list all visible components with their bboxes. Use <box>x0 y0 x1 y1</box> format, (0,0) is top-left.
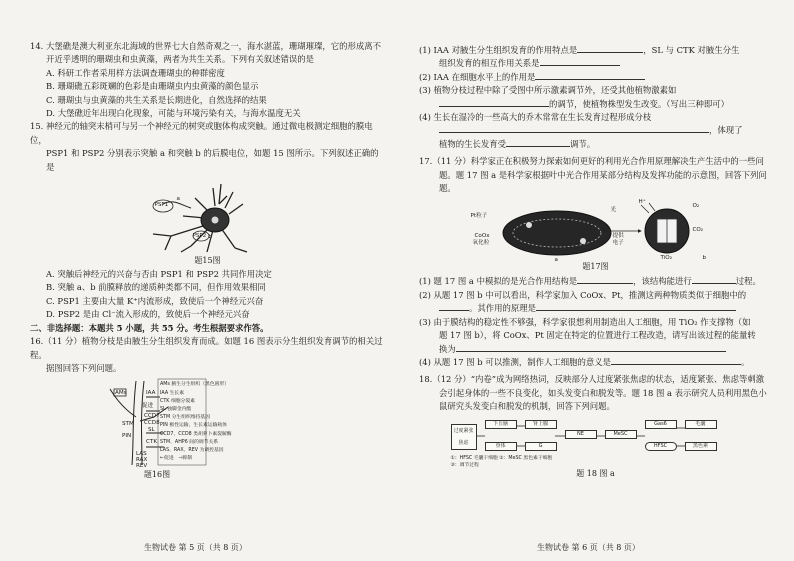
branch-label-ams: AMs <box>115 390 127 397</box>
q16-stem-1: 16.（11 分）植物分枝是由腋生分生组织发育而成。如题 16 图表示分生组织发育调节的相关过程。 <box>30 336 383 360</box>
q17-part1-text-a: (1) 题 17 图 a 中模拟的是光合作用结构是 <box>419 276 578 287</box>
figure-15-caption: 题15图 <box>194 256 221 266</box>
fig17-label-tio2: TiO₂ <box>660 255 672 262</box>
neuron-label-a: a <box>176 196 180 203</box>
branch-label-rax: RAX <box>136 457 148 464</box>
q16-part1-text-b: ，SL 与 CTK 对腋生分生 <box>643 45 740 55</box>
q16-part4-text-b: ，体现了 <box>709 125 743 136</box>
q14-option-a: A. 科研工作者采用样方法调查珊瑚虫的种群密度 <box>46 67 225 78</box>
pathway-box-follicle: 毛囊 <box>685 420 717 429</box>
q16-part2-line <box>419 71 772 84</box>
answer-blank[interactable] <box>439 302 469 311</box>
q18-stem-3: 鼠研究头发变白和脱发的机制，回答下列问题。 <box>439 401 615 412</box>
q18-stem-1: 18.（12 分）“内卷”成为网络热词，反映部分人过度紧张焦虑的状态，适度紧张、焦虑等刺激 <box>419 374 765 385</box>
q16-part2-text: (2) IAA 在细胞水平上的作用是 <box>419 71 536 82</box>
q17-part4-tail: 。 <box>740 356 750 367</box>
right-page <box>397 0 794 561</box>
q17-stem-2: 题。题 17 图 a 是科学家根据叶中光合作用某部分结构及发挥功能的示意图，回答下列问题。 <box>439 169 767 194</box>
q15-option-a: A. 突触后神经元的兴奋与否由 PSP1 和 PSP2 共同作用决定 <box>46 269 272 280</box>
pathway-box-pituitary: 垂体 <box>485 442 517 451</box>
fig17-label-b: b <box>702 255 707 262</box>
fig17-label-coox: CoOx <box>474 233 490 240</box>
legend-line: ←促进 ⊣抑制 <box>160 456 193 462</box>
q15-stem-2: PSP1 和 PSP2 分别表示突触 a 和突触 b 的后膜电位，如题 15 图所示。下列叙述正确的是 <box>46 148 379 172</box>
q15-option-d: D. PSP2 是由 Cl⁻流入形成的，致使后一个神经元兴奋 <box>46 309 250 320</box>
q16-part4-line3 <box>419 138 772 151</box>
branch-label-las: LAS <box>136 451 147 458</box>
figure-18-caption: 题 18 图 a <box>576 468 615 478</box>
answer-blank[interactable] <box>540 57 620 66</box>
q17-part4-text: (4) 从题 17 图 b 可以推测，制作人工细胞的意义是 <box>419 356 611 367</box>
q17-part3-line1: (3) 由于膜结构的稳定性不够强，科学家很想利用制造出人工细胞，用 TiO₂ 作支撑物（如 <box>419 316 751 327</box>
answer-blank[interactable] <box>577 275 633 284</box>
answer-blank[interactable] <box>439 98 549 107</box>
branch-label-ccd8: CCD8 <box>144 420 160 427</box>
q16-part3-text-b: 的调节，使植物株型发生改变。（写出三种即可） <box>549 98 730 109</box>
q15-option-b: B. 突触 a、b 前膜释放的递质种类都不同，但作用效果相同 <box>46 282 266 293</box>
q17-stem-1: 17.（11 分）科学家正在积极努力探索如何更好的利用光合作用原理解决生产生活中的一些问 <box>419 156 764 167</box>
branch-label-ctk: CTK <box>146 439 157 446</box>
legend-line: CCD7、CCD8 类胡萝卜素裂解酶 <box>160 431 232 437</box>
neuron-figure <box>143 176 273 266</box>
branch-label-rev: REV <box>136 463 148 470</box>
fig17-label-electron-2: 电子 <box>612 240 624 247</box>
answer-blank[interactable] <box>536 302 736 311</box>
figure-16-caption: 题16图 <box>143 470 171 480</box>
neuron-label-b: b <box>208 234 213 241</box>
q17-part1-text-b: ，该结构能进行 <box>633 276 692 287</box>
legend-line: LAS、RAX、REV 为调控基因 <box>160 447 224 453</box>
q16-part1-text-c: 组织发育的相互作用关系是 <box>439 58 540 69</box>
q14-stem-1: 14. 大堡礁是澳大利亚东北海域的世界七大自然奇观之一，海水湛蓝，珊瑚璀璨，它的形成离不 <box>30 41 381 51</box>
fig17-label-a: a <box>554 257 558 264</box>
answer-blank[interactable] <box>439 124 709 133</box>
fig17-label-electron: 提供 <box>612 233 624 240</box>
q16-part1-text-a: (1) IAA 对腋生分生组织发育的作用特点是 <box>419 45 578 55</box>
q17-part4-line <box>419 356 772 369</box>
q17-part1-line <box>419 275 772 288</box>
photosynthesis-drawing <box>471 197 721 263</box>
q16-part3-line1: (3) 植物分枝过程中除了受图中所示激素调节外，还受其他植物激素如 <box>419 85 677 96</box>
section-2-heading: 二、非选择题：本题共 5 小题，共 55 分。考生根据要求作答。 <box>30 322 269 333</box>
figure-17-caption: 题17图 <box>582 262 609 272</box>
branch-label-stm: STM <box>122 421 134 428</box>
pathway-box-adrenal: 肾上腺 <box>525 420 557 429</box>
branch-label-promote: 促进 <box>142 403 154 410</box>
q14-option-c: C. 珊瑚虫与虫黄藻的共生关系是长期进化，自然选择的结果 <box>46 94 267 105</box>
pathway-box-ne: NE <box>565 430 597 439</box>
q14-stem-2: 开近乎透明的珊瑚虫和虫黄藻，两者为共生关系。下列有关叙述错误的是 <box>46 54 314 65</box>
pathway-box-gas6: Gas6 <box>645 420 677 429</box>
pathway-box-mesc: MeSC <box>605 430 637 439</box>
answer-blank[interactable] <box>611 356 741 365</box>
q16-part4-text-d: 调节。 <box>570 138 596 149</box>
q14-option-b: B. 珊瑚礁五彩斑斓的色彩是由珊瑚虫内虫黄藻的颜色显示 <box>46 81 259 92</box>
legend-line: CTK 细胞分裂素 <box>160 398 195 404</box>
answer-blank[interactable] <box>506 138 570 147</box>
pathway-box-stress: 过度紧张焦虑 <box>451 424 477 450</box>
fig17-label-h: H⁺ <box>638 199 646 206</box>
q16-part1-line1 <box>419 44 772 57</box>
q17-part2-line2 <box>419 302 772 315</box>
q18-stem-2: 会引起身体的一些不良变化，如头发变白和脱发等。题 18 图 a 表示研究人员利用黑色小 <box>439 387 767 398</box>
photosynthesis-figure <box>471 197 721 273</box>
q16-part4-line1: (4) 生长在湿冷的一些高大的乔木常常在生长发育过程形成分枝 <box>419 112 652 123</box>
q17-part1-text-c: 过程。 <box>735 276 761 287</box>
answer-blank[interactable] <box>456 343 726 352</box>
legend-line: IAA 生长素 <box>160 390 185 396</box>
right-page-footer: 生物试卷 第 6 页（共 8 页） <box>537 543 640 552</box>
q17-part2-text-b: 。其作用的原理是 <box>469 303 536 314</box>
legend-line: SL 独脚金内酯 <box>160 406 192 412</box>
q16-part3-line2 <box>419 98 772 111</box>
q17-part3-text-c: 换为 <box>439 343 456 354</box>
q16-part1-line2 <box>419 57 772 70</box>
fig17-label-co2: CO₂ <box>692 227 704 234</box>
pathway-box-g: G <box>525 442 557 451</box>
legend-line: STM 分生组织维持基因 <box>160 415 211 421</box>
pathway-legend-2: ③：调节过程 <box>450 462 479 468</box>
neuron-drawing <box>143 176 273 254</box>
branch-label-pin: PIN <box>122 433 132 440</box>
legend-line: PIN 极性运输，生长素运输载体 <box>160 423 227 429</box>
q17-part3-line3 <box>419 343 772 356</box>
branch-label-iaa: IAA <box>146 390 156 397</box>
branch-label-ccd7: CCD7 <box>144 413 160 420</box>
q17-part2-line1: (2) 从题 17 图 b 中可以看出，科学家加入 CoOx、Pt，推测这两种物质类似于细胞中的 <box>419 289 747 300</box>
q14-option-d: D. 大堡礁近年出现白化现象，可能与环境污染有关，与海水温度无关 <box>46 108 301 119</box>
pathway-box-hypothalamus: 下丘脑 <box>485 420 517 429</box>
q16-part4-line2 <box>419 124 772 137</box>
branch-label-sl: SL <box>148 427 155 434</box>
answer-blank[interactable] <box>577 44 643 53</box>
branch-legend <box>160 381 264 463</box>
neuron-label-psp2: PSP2 <box>192 233 207 240</box>
legend-line: STM、AHP6 间的调节关系 <box>160 439 219 445</box>
answer-blank[interactable] <box>692 275 736 284</box>
stress-pathway-figure <box>451 416 741 480</box>
fig17-label-catalyst: 氧化粒 <box>472 240 490 247</box>
pathway-box-melanin: 黑色素 <box>685 442 717 451</box>
q17-part3-line2: 题 17 图 b），将 CoOx、Pt 固定在特定的位置进行工程改造，请写出该过程的能量转 <box>439 330 756 341</box>
pathway-legend-1: ①：HFSC 毛囊干细胞 ②：MeSC 黑色素干细胞 <box>450 455 553 461</box>
fig17-label-light: 光 <box>610 207 617 214</box>
answer-blank[interactable] <box>535 71 645 80</box>
q15-stem-1: 15. 神经元的轴突末梢可与另一个神经元的树突或胞体构成突触。通过微电极测定细胞的膜电位， <box>30 121 373 145</box>
neuron-label-psp1: PSP1 <box>154 202 169 209</box>
fig17-label-pt: Pt粒子 <box>470 213 488 220</box>
branching-figure <box>102 377 272 480</box>
fig17-label-o2: O₂ <box>692 203 700 210</box>
q16-stem-2: 据图回答下列问题。 <box>46 362 122 373</box>
legend-line: AMs 腋生分生组织（黑色圆形） <box>160 382 230 388</box>
pathway-box-hfsc: HFSC <box>645 442 677 451</box>
q16-part4-text-c: 植物的生长发育受 <box>439 138 506 149</box>
q15-option-c: C. PSP1 主要由大量 K⁺内流形成，致使后一个神经元兴奋 <box>46 295 264 306</box>
left-page-footer: 生物试卷 第 5 页（共 8 页） <box>144 543 247 552</box>
